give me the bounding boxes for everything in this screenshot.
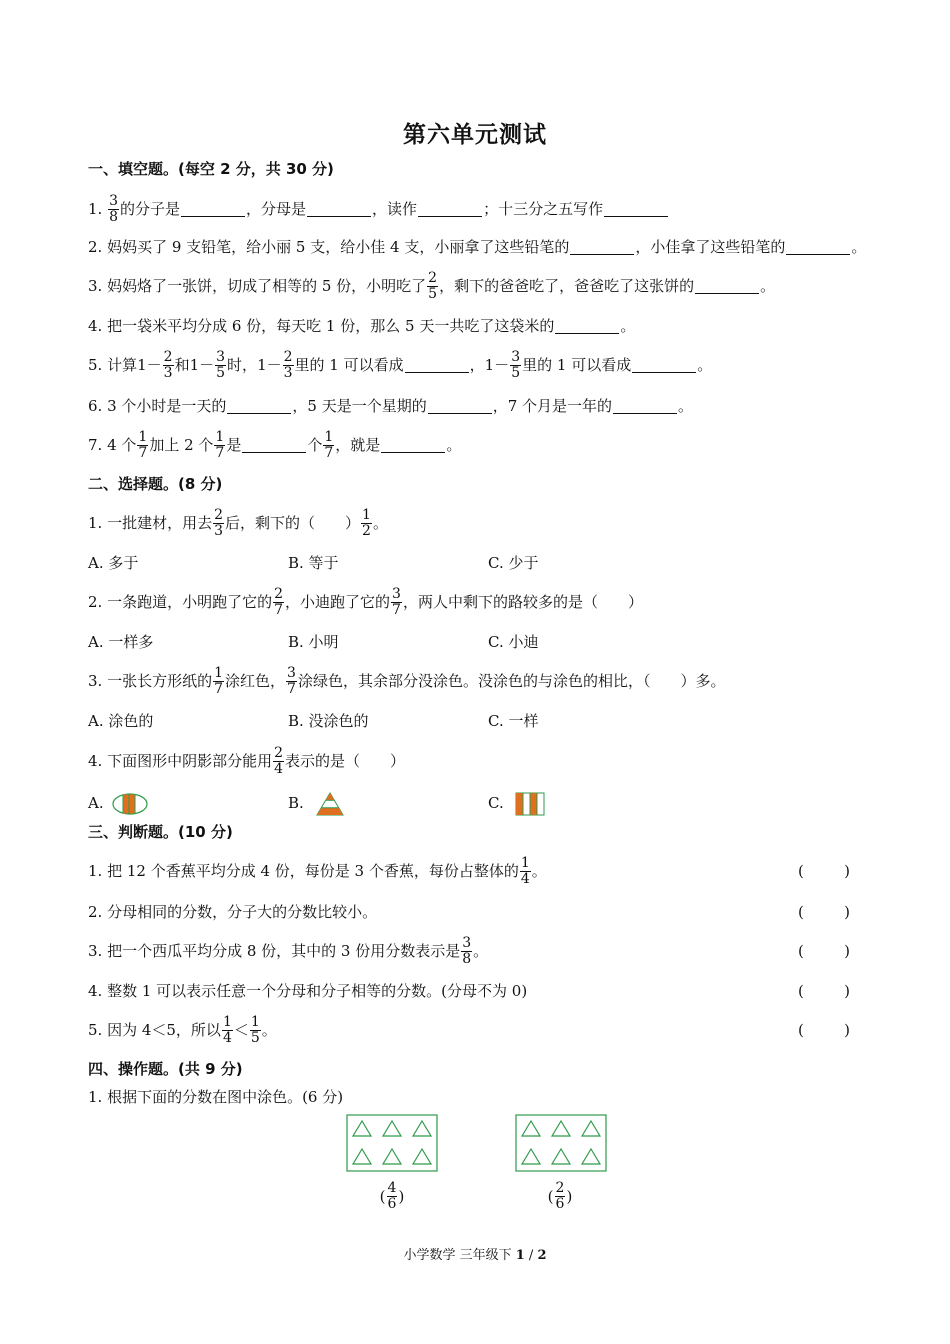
answer-blank[interactable]: [570, 253, 634, 255]
paren-right: ): [844, 903, 850, 921]
fraction: [391, 587, 402, 618]
s1-question-7: [88, 428, 461, 462]
s3-question-5: [88, 1013, 277, 1047]
text: ，5 天是一个星期的: [292, 397, 427, 415]
numerator: 3: [392, 585, 401, 602]
denominator: 7: [138, 444, 148, 461]
page-separator: /: [524, 1248, 538, 1263]
denominator: 5: [250, 1029, 260, 1046]
denominator: 3: [283, 364, 293, 381]
answer-blank[interactable]: [604, 215, 668, 217]
option-b[interactable]: [288, 786, 345, 820]
text: 3. 妈妈烙了一张饼，切成了相等的 5 份，小明吃了: [88, 277, 427, 295]
denominator: 6: [387, 1196, 397, 1212]
numerator: 1: [214, 664, 224, 681]
denominator: 7: [215, 444, 225, 461]
fraction: [273, 587, 284, 618]
text: ，分母是: [246, 200, 307, 218]
text: 。: [372, 514, 388, 532]
fraction: [427, 271, 438, 302]
text: 。: [473, 942, 489, 960]
text: 3. 把一个西瓜平均分成 8 份，其中的 3 份用分数表示是: [88, 942, 461, 960]
fraction: [510, 350, 521, 381]
fraction: [520, 856, 531, 887]
paren-right: ): [398, 1187, 405, 1206]
numerator: 2: [163, 348, 173, 365]
footer-text: 小学数学 三年级下: [403, 1248, 516, 1263]
triangle-grid-2[interactable]: [515, 1114, 607, 1172]
paren-right: ): [566, 1187, 573, 1206]
denominator: 3: [163, 364, 173, 381]
text: ，剩下的爸爸吃了，爸爸吃了这张饼的: [439, 277, 695, 295]
text: ；十三分之五写作: [483, 200, 604, 218]
numerator: 4: [387, 1180, 397, 1196]
s3-question-2: [88, 895, 377, 929]
answer-parentheses[interactable]: [798, 934, 850, 968]
paren-left: (: [798, 942, 804, 960]
option-c[interactable]: [488, 786, 545, 820]
text: 里的 1 可以看成: [294, 356, 404, 374]
text: ，两人中剩下的路较多的是（ ）: [402, 593, 643, 611]
numerator: 1: [520, 854, 530, 871]
denominator: 4: [222, 1029, 232, 1046]
s1-question-6: [88, 389, 693, 423]
text: 涂绿色，其余部分没涂色。没涂色的与涂色的相比，（ ）多。: [297, 672, 726, 690]
s1-question-3: [88, 269, 775, 303]
answer-parentheses[interactable]: [798, 854, 850, 888]
text: 时，: [227, 356, 258, 374]
s2-question-1: [88, 506, 388, 540]
text: 的分子是: [120, 200, 181, 218]
grid-2-fraction-label: [530, 1182, 590, 1213]
numerator: 3: [109, 192, 119, 209]
option-c[interactable]: C. 一样: [488, 712, 539, 730]
expr: 1－: [189, 356, 215, 374]
fraction: [137, 430, 148, 461]
text: 7. 4 个: [88, 436, 137, 454]
answer-blank[interactable]: [418, 215, 482, 217]
expr: 1－: [257, 356, 282, 374]
fraction: [213, 508, 224, 539]
denominator: 7: [214, 680, 224, 697]
fraction: [387, 1181, 398, 1212]
expr: 1－: [137, 356, 162, 374]
text: 。: [446, 436, 462, 454]
fraction: [273, 746, 284, 777]
numerator: 3: [511, 348, 521, 365]
numerator: 2: [274, 744, 284, 761]
text: ，7 个月是一年的: [492, 397, 613, 415]
fraction: [361, 508, 372, 539]
answer-blank[interactable]: [786, 253, 850, 255]
text: 表示的是（ ）: [285, 752, 406, 770]
paren-left: (: [798, 862, 804, 880]
s1-question-4: [88, 309, 635, 343]
s1-question-2: [88, 230, 866, 264]
less-than: ＜: [233, 1021, 249, 1039]
paren-right: ): [844, 982, 850, 1000]
fraction: [214, 430, 225, 461]
paren-left: (: [798, 982, 804, 1000]
numerator: 2: [555, 1180, 565, 1196]
s2-question-4: [88, 744, 405, 778]
fraction: [283, 350, 294, 381]
s3-question-4: [88, 974, 527, 1008]
option-c[interactable]: C. 小迪: [488, 633, 539, 651]
triangle-shape-icon: [315, 791, 345, 817]
denominator: 7: [324, 444, 334, 461]
s2-question-3: [88, 664, 725, 698]
fraction: [163, 350, 174, 381]
text: 涂红色，: [225, 672, 286, 690]
paren-right: ): [844, 942, 850, 960]
text: 。: [261, 1021, 277, 1039]
grid-1-fraction-label: [362, 1182, 422, 1213]
numerator: 2: [283, 348, 293, 365]
fraction: [286, 666, 297, 697]
text: 个: [307, 436, 323, 454]
denominator: 8: [109, 208, 119, 225]
answer-blank[interactable]: [381, 451, 445, 453]
paren-right: ): [844, 862, 850, 880]
answer-blank[interactable]: [695, 292, 759, 294]
numerator: 1: [215, 428, 225, 445]
text: 2. 妈妈买了 9 支铅笔，给小丽 5 支，给小佳 4 支，小丽拿了这些铅笔的: [88, 238, 570, 256]
numerator: 2: [214, 506, 224, 523]
answer-parentheses[interactable]: [798, 974, 850, 1008]
paren-left: (: [379, 1187, 386, 1206]
paren-left: (: [547, 1187, 554, 1206]
denominator: 6: [555, 1196, 565, 1212]
text: 3. 一张长方形纸的: [88, 672, 213, 690]
answer-blank[interactable]: [613, 412, 677, 414]
answer-blank[interactable]: [428, 412, 492, 414]
answer-blank[interactable]: [555, 332, 619, 334]
page-total: 2: [537, 1248, 547, 1263]
answer-blank[interactable]: [307, 215, 371, 217]
denominator: 3: [214, 522, 224, 539]
text: 。: [531, 862, 547, 880]
option-label: A.: [88, 794, 104, 812]
option-b[interactable]: B. 没涂色的: [288, 712, 369, 730]
numerator: 1: [250, 1013, 260, 1030]
answer-blank[interactable]: [227, 412, 291, 414]
answer-blank[interactable]: [632, 371, 696, 373]
denominator: 7: [287, 680, 296, 697]
text: 。: [678, 397, 694, 415]
paren-right: ): [844, 1021, 850, 1039]
q-number: 1.: [88, 200, 103, 218]
denominator: 2: [362, 522, 371, 539]
s4-question-1: 1. 根据下面的分数在图中涂色。(6 分): [88, 1088, 344, 1106]
denominator: 7: [392, 601, 401, 618]
text: 后，剩下的（ ）: [225, 514, 361, 532]
expr: 1－: [484, 356, 510, 374]
paren-left: (: [798, 903, 804, 921]
numerator: 1: [362, 506, 371, 523]
s1-question-5: [88, 348, 712, 382]
option-a[interactable]: A. 多于: [88, 554, 139, 572]
fraction: [108, 194, 119, 225]
text: ，小佳拿了这些铅笔的: [635, 238, 786, 256]
text: 。: [851, 238, 867, 256]
numerator: 2: [428, 269, 438, 286]
option-label: B.: [288, 794, 304, 812]
text: 2. 一条跑道，小明跑了它的: [88, 593, 273, 611]
text: 4. 把一袋米平均分成 6 份，每天吃 1 份，那么 5 天一共吃了这袋米的: [88, 317, 555, 335]
text: ，就是: [335, 436, 381, 454]
option-b[interactable]: B. 小明: [288, 633, 339, 651]
numerator: 3: [216, 348, 226, 365]
text: 。: [697, 356, 713, 374]
section-4-header: 四、操作题。(共 9 分): [88, 1060, 243, 1078]
text: 里的 1 可以看成: [522, 356, 632, 374]
page-title: 第六单元测试: [403, 122, 547, 148]
section-2-header: 二、选择题。(8 分): [88, 475, 223, 493]
text: 2. 分母相同的分数，分子大的分数比较小。: [88, 903, 378, 921]
option-a[interactable]: A. 一样多: [88, 633, 154, 651]
page-footer: [0, 1244, 950, 1263]
text: ，小迪跑了它的: [285, 593, 391, 611]
text: ，: [469, 356, 485, 374]
option-label: C.: [488, 794, 504, 812]
denominator: 8: [462, 950, 472, 967]
text: 是: [226, 436, 242, 454]
section-1-header: 一、填空题。(每空 2 分，共 30 分): [88, 160, 334, 178]
numerator: 3: [462, 934, 472, 951]
text: 5. 因为 4＜5，所以: [88, 1021, 221, 1039]
text: 5. 计算: [88, 356, 138, 374]
text: 4. 下面图形中阴影部分能用: [88, 752, 273, 770]
text: 。: [620, 317, 636, 335]
numerator: 1: [138, 428, 148, 445]
fraction: [215, 350, 226, 381]
oval-shape-icon: [112, 793, 148, 815]
answer-parentheses[interactable]: [798, 1013, 850, 1047]
paren-left: (: [798, 1021, 804, 1039]
s2-question-2: [88, 585, 643, 619]
fraction: [461, 936, 472, 967]
section-3-header: 三、判断题。(10 分): [88, 823, 233, 841]
text: 和: [174, 356, 190, 374]
answer-blank[interactable]: [181, 215, 245, 217]
text: 加上 2 个: [149, 436, 214, 454]
page-number: 1: [515, 1248, 525, 1263]
numerator: 3: [287, 664, 296, 681]
numerator: 2: [274, 585, 284, 602]
text: 4. 整数 1 可以表示任意一个分母和分子相等的分数。(分母不为 0): [88, 982, 528, 1000]
numerator: 1: [324, 428, 334, 445]
text: 6. 3 个小时是一天的: [88, 397, 227, 415]
text: 1. 一批建材，用去: [88, 514, 213, 532]
fraction: [555, 1181, 566, 1212]
triangle-grid-1[interactable]: [346, 1114, 438, 1172]
text: 1. 把 12 个香蕉平均分成 4 份，每份是 3 个香蕉，每份占整体的: [88, 862, 519, 880]
numerator: 1: [222, 1013, 232, 1030]
answer-blank[interactable]: [242, 451, 306, 453]
fraction: [222, 1015, 233, 1046]
fraction: [213, 666, 224, 697]
text: 。: [760, 277, 776, 295]
answer-blank[interactable]: [405, 371, 469, 373]
option-c[interactable]: C. 少于: [488, 554, 539, 572]
denominator: 5: [216, 364, 226, 381]
text: ，读作: [372, 200, 418, 218]
denominator: 5: [511, 364, 521, 381]
option-b[interactable]: B. 等于: [288, 554, 339, 572]
denominator: 4: [274, 760, 284, 777]
answer-parentheses[interactable]: [798, 895, 850, 929]
fraction: [323, 430, 334, 461]
rectangle-shape-icon: [515, 792, 545, 816]
option-a[interactable]: A. 涂色的: [88, 712, 154, 730]
s1-question-1: [88, 192, 669, 226]
s3-question-1: [88, 854, 547, 888]
denominator: 4: [520, 870, 530, 887]
s3-question-3: [88, 934, 488, 968]
denominator: 7: [274, 601, 284, 618]
fraction: [250, 1015, 261, 1046]
denominator: 5: [428, 285, 438, 302]
